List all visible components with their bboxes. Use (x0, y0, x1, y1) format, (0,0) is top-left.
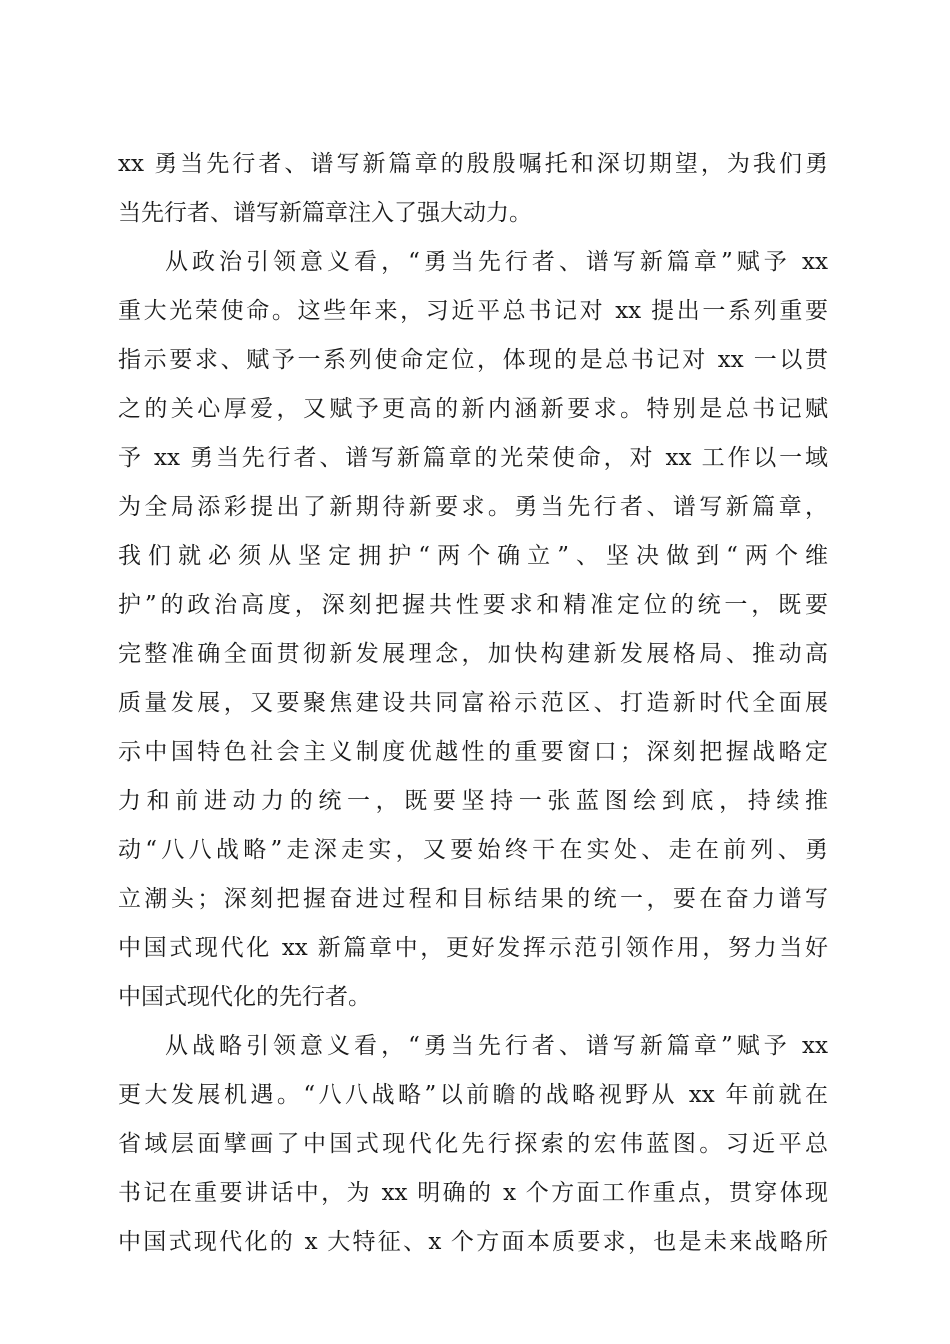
text-line: 护”的政治高度，深刻把握共性要求和精准定位的统一，既要 (118, 592, 828, 618)
text-line: 从战略引领意义看，“勇当先行者、谱写新篇章”赋予 xx (165, 1033, 828, 1059)
text-line: 中国式现代化 xx 新篇章中，更好发挥示范引领作用，努力当好 (118, 935, 828, 961)
text-line: 予 xx 勇当先行者、谱写新篇章的光荣使命，对 xx 工作以一域 (118, 445, 828, 471)
text-line: xx 勇当先行者、谱写新篇章的殷殷嘱托和深切期望，为我们勇 (118, 151, 828, 177)
text-line: 之的关心厚爱，又赋予更高的新内涵新要求。特别是总书记赋 (118, 396, 828, 422)
text-line: 从政治引领意义看，“勇当先行者、谱写新篇章”赋予 xx (165, 249, 828, 275)
text-line: 质量发展，又要聚焦建设共同富裕示范区、打造新时代全面展 (118, 690, 828, 716)
text-line: 示中国特色社会主义制度优越性的重要窗口；深刻把握战略定 (118, 739, 828, 765)
text-line: 当先行者、谱写新篇章注入了强大动力。 (118, 200, 532, 226)
text-line: 重大光荣使命。这些年来，习近平总书记对 xx 提出一系列重要 (118, 298, 828, 324)
text-line: 中国式现代化的 x 大特征、x 个方面本质要求，也是未来战略所 (118, 1229, 828, 1255)
text-line: 力和前进动力的统一，既要坚持一张蓝图绘到底，持续推 (118, 788, 828, 814)
text-line: 我们就必须从坚定拥护“两个确立”、坚决做到“两个维 (118, 543, 828, 569)
text-line: 中国式现代化的先行者。 (118, 984, 371, 1010)
paragraph-2 (118, 238, 828, 1022)
text-line: 为全局添彩提出了新期待新要求。勇当先行者、谱写新篇章， (118, 494, 828, 520)
text-line: 立潮头；深刻把握奋进过程和目标结果的统一，要在奋力谱写 (118, 886, 828, 912)
document-page (118, 140, 828, 1267)
text-line: 完整准确全面贯彻新发展理念，加快构建新发展格局、推动高 (118, 641, 828, 667)
text-line: 指示要求、赋予一系列使命定位，体现的是总书记对 xx 一以贯 (118, 347, 828, 373)
paragraph-1 (118, 140, 828, 238)
text-line: 省域层面擘画了中国式现代化先行探索的宏伟蓝图。习近平总 (118, 1131, 828, 1157)
text-line: 更大发展机遇。“八八战略”以前瞻的战略视野从 xx 年前就在 (118, 1082, 828, 1108)
text-line: 动“八八战略”走深走实，又要始终干在实处、走在前列、勇 (118, 837, 828, 863)
text-line: 书记在重要讲话中，为 xx 明确的 x 个方面工作重点，贯穿体现 (118, 1180, 828, 1206)
paragraph-3 (118, 1022, 828, 1267)
